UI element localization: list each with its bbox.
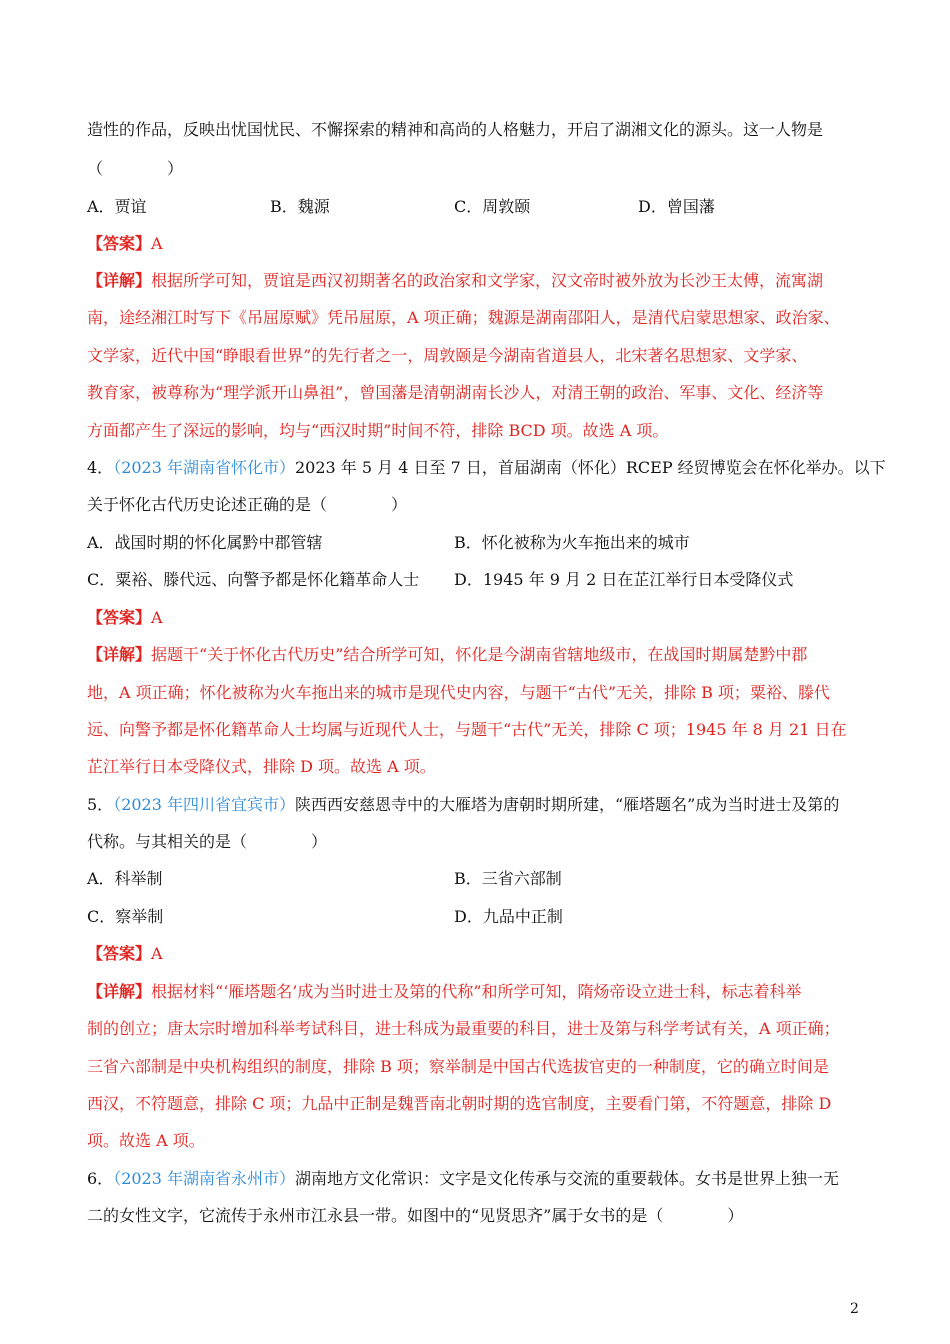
q3-option-c: C．周敦颐 (454, 197, 531, 216)
q6-stem-line-1 (87, 1169, 839, 1189)
q4-detail-line-2: 地，A 项正确；怀化被称为火车拖出来的城市是现代史内容，与题干“古代”无关，排除 B 项；粟裕、滕代 (87, 683, 830, 702)
q5-number: 5． (87, 795, 114, 814)
q4-detail-line-4: 芷江举行日本受降仪式，排除 D 项。故选 A 项。 (87, 757, 436, 776)
q5-answer (87, 944, 163, 964)
q3-answer (87, 234, 163, 254)
answer-tag: 【答案】 (87, 944, 152, 963)
q5-option-b: B．三省六部制 (454, 869, 562, 888)
q4-stem-line-2: 关于怀化古代历史论述正确的是（ ） (87, 495, 408, 514)
q6-stem-line-2: 二的女性文字，它流传于永州市江永县一带。如图中的“见贤思齐”属于女书的是（ ） (87, 1206, 744, 1225)
detail-text: 根据材料“‘雁塔题名’成为当时进士及第的代称”和所学可知，隋炀帝设立进士科，标志着科举 (151, 982, 802, 1001)
q6-number: 6． (87, 1169, 114, 1188)
detail-tag: 【详解】 (87, 645, 152, 664)
answer-tag: 【答案】 (87, 608, 152, 627)
q3-option-a: A．贾谊 (87, 197, 147, 216)
detail-tag: 【详解】 (87, 982, 152, 1001)
answer-value: A (151, 608, 163, 627)
q3-option-b: B．魏源 (270, 197, 330, 216)
answer-value: A (151, 234, 163, 253)
q3-detail-line-5: 方面都产生了深远的影响，均与“西汉时期”时间不符，排除 BCD 项。故选 A 项。 (87, 421, 669, 440)
page-number: 2 (850, 1301, 859, 1317)
q3-option-d: D．曾国藩 (638, 197, 715, 216)
q5-option-c: C．察举制 (87, 907, 164, 926)
q5-detail-line-1 (87, 982, 802, 1002)
q4-option-c: C．粟裕、滕代远、向警予都是怀化籍革命人士 (87, 570, 420, 589)
q5-stem-text: 陕西西安慈恩寺中的大雁塔为唐朝时期所建，“雁塔题名”成为当时进士及第的 (295, 795, 840, 814)
q5-detail-line-5: 项。故选 A 项。 (87, 1131, 205, 1150)
q3-stem-line: 造性的作品，反映出忧国忧民、不懈探索的精神和高尚的人格魅力，开启了湖湘文化的源头。这一人物是 (87, 120, 824, 139)
answer-value: A (151, 944, 163, 963)
detail-tag: 【详解】 (87, 271, 152, 290)
q4-stem-text: 2023 年 5 月 4 日至 7 日，首届湖南（怀化）RCEP 经贸博览会在怀化举办。以下 (295, 458, 886, 477)
q4-source: （2023 年湖南省怀化市） (113, 458, 295, 477)
q3-detail-line-2: 南，途经湘江时写下《吊屈原赋》凭吊屈原，A 项正确；魏源是湖南邵阳人，是清代启蒙思想家、政治家、 (87, 308, 840, 327)
q3-detail-line-1 (87, 271, 823, 291)
q4-stem-line-1 (87, 458, 886, 478)
q5-option-a: A．科举制 (87, 869, 163, 888)
q5-stem-line-2: 代称。与其相关的是（ ） (87, 832, 328, 851)
q4-number: 4． (87, 458, 114, 477)
q4-answer (87, 608, 163, 628)
q4-option-b: B．怀化被称为火车拖出来的城市 (454, 533, 690, 552)
q3-detail-line-4: 教育家，被尊称为“理学派开山鼻祖”，曾国藩是清朝湖南长沙人，对清王朝的政治、军事、文化、经济等 (87, 383, 824, 402)
q5-stem-line-1 (87, 795, 839, 815)
q4-option-a: A．战国时期的怀化属黔中郡管辖 (87, 533, 323, 552)
q4-detail-line-1 (87, 645, 807, 665)
q5-detail-line-2: 制的创立；唐太宗时增加科举考试科目，进士科成为最重要的科目，进士及第与科学考试有关，A 项正确； (87, 1019, 840, 1038)
detail-text: 根据所学可知，贾谊是西汉初期著名的政治家和文学家，汉文帝时被外放为长沙王太傅，流寓湖 (151, 271, 824, 290)
detail-text: 据题干“关于怀化古代历史”结合所学可知，怀化是今湖南省辖地级市，在战国时期属楚黔中郡 (151, 645, 808, 664)
q5-option-d: D．九品中正制 (454, 907, 563, 926)
q4-detail-line-3: 远、向警予都是怀化籍革命人士均属与近现代人士，与题干“古代”无关，排除 C 项；1945 年 8 月 21 日在 (87, 720, 847, 739)
q5-source: （2023 年四川省宜宾市） (113, 795, 295, 814)
q6-stem-text: 湖南地方文化常识：文字是文化传承与交流的重要载体。女书是世界上独一无 (295, 1169, 840, 1188)
q5-detail-line-3: 三省六部制是中央机构组织的制度，排除 B 项；察举制是中国古代选拔官吏的一种制度，它的确立时间是 (87, 1057, 829, 1076)
q4-option-d: D．1945 年 9 月 2 日在芷江举行日本受降仪式 (454, 570, 794, 589)
q5-detail-line-4: 西汉，不符题意，排除 C 项；九品中正制是魏晋南北朝时期的选官制度，主要看门第，不符题意，排除 D (87, 1094, 832, 1113)
q6-source: （2023 年湖南省永州市） (113, 1169, 295, 1188)
q3-detail-line-3: 文学家，近代中国“睁眼看世界”的先行者之一，周敦颐是今湖南省道县人，北宋著名思想家、文学家、 (87, 346, 808, 365)
answer-tag: 【答案】 (87, 234, 152, 253)
q3-paren: （ ） (87, 159, 184, 178)
